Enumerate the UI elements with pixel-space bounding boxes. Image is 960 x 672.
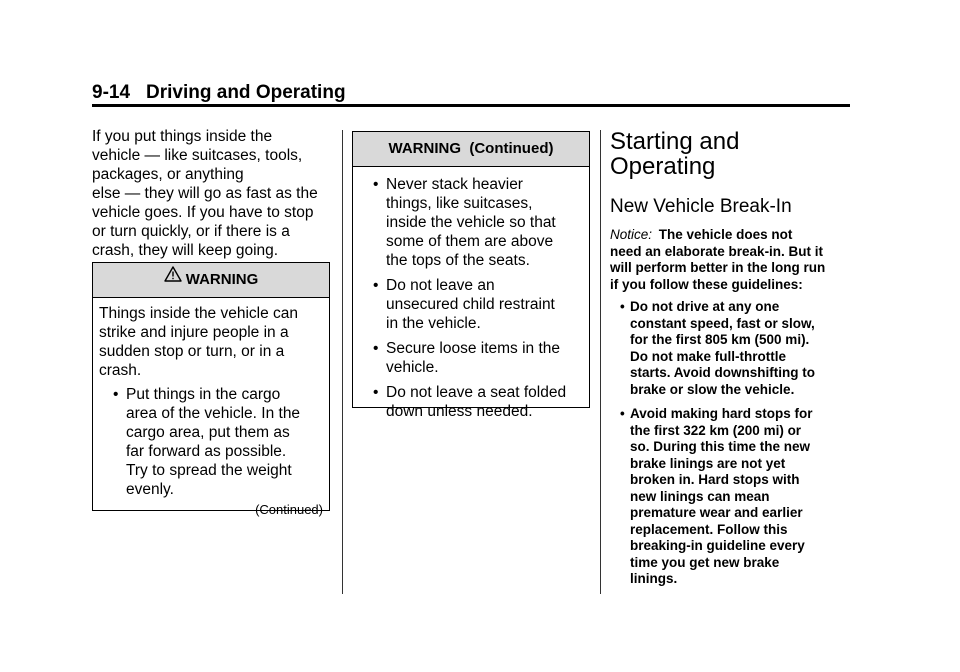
text-line: things, like suitcases, xyxy=(386,195,533,212)
text-line: the first 322 km (200 mi) or xyxy=(630,422,802,438)
text-line: if you follow these guidelines: xyxy=(610,276,803,292)
bullet-dot: • xyxy=(373,176,379,193)
warning-text xyxy=(99,304,323,380)
text-line: Avoid making hard stops for xyxy=(630,406,813,421)
text-line: vehicle goes. If you have to stop xyxy=(92,204,314,221)
intro-paragraph xyxy=(92,127,332,260)
text-line: sudden stop or turn, or in a xyxy=(99,343,285,360)
warning-bullet xyxy=(99,385,323,499)
text-line: in the vehicle. xyxy=(386,315,481,332)
text-line: far forward as possible. xyxy=(126,443,287,460)
column-3 xyxy=(610,129,855,588)
section-title xyxy=(610,129,855,179)
text-line: Do not leave an xyxy=(386,277,495,294)
text-line: vehicle — like suitcases, tools, xyxy=(92,147,303,164)
warning-title: WARNING xyxy=(185,271,259,288)
guideline-bullet xyxy=(610,406,855,588)
notice-line: The vehicle does not xyxy=(658,227,793,242)
header-rule xyxy=(92,104,850,107)
warning-continued-header xyxy=(353,132,589,167)
bullet-dot: • xyxy=(373,384,379,401)
column-1 xyxy=(92,127,332,260)
warning-box xyxy=(92,262,330,517)
text-line: broken in. Hard stops with xyxy=(630,472,800,487)
bullet-dot: • xyxy=(373,340,379,357)
text-line: unsecured child restraint xyxy=(386,296,555,313)
warning-bullet xyxy=(359,276,583,333)
text-line: cargo area, put them as xyxy=(126,424,290,441)
column-divider-1 xyxy=(342,130,343,594)
warning-bullet xyxy=(359,175,583,270)
warning-bullet xyxy=(359,339,583,377)
chapter-title: Driving and Operating xyxy=(146,82,346,103)
text-line: Do not leave a seat folded xyxy=(386,384,567,401)
warning-bullet xyxy=(359,383,583,421)
title-line: Starting and xyxy=(610,128,740,155)
text-line: Try to spread the weight xyxy=(126,462,292,479)
text-line: the tops of the seats. xyxy=(386,252,530,269)
text-line: Secure loose items in the xyxy=(386,340,561,357)
page-number: 9-14 xyxy=(92,82,131,103)
text-line: Do not make full-throttle xyxy=(630,348,786,364)
column-divider-2 xyxy=(600,130,601,594)
warning-continued-body xyxy=(353,167,589,421)
text-line: or turn quickly, or if there is a xyxy=(92,223,290,240)
warning-header xyxy=(93,263,329,298)
text-line: brake linings are not yet xyxy=(630,455,786,471)
text-line: evenly. xyxy=(126,481,174,498)
warning-continued-title: WARNING (Continued) xyxy=(388,140,554,157)
text-line: new linings can mean xyxy=(630,488,770,504)
text-line: crash, they will keep going. xyxy=(92,242,279,259)
text-line: brake or slow the vehicle. xyxy=(630,381,795,397)
text-line: packages, or anything xyxy=(92,166,244,183)
text-line: Things inside the vehicle can xyxy=(99,305,299,322)
warning-triangle-icon xyxy=(164,261,182,295)
text-line: premature wear and earlier xyxy=(630,505,803,520)
text-line: starts. Avoid downshifting to xyxy=(630,365,815,380)
text-line: so. During this time the new xyxy=(630,439,811,454)
text-line: need an elaborate break-in. But it xyxy=(610,243,824,259)
text-line: for the first 805 km (500 mi). xyxy=(630,332,810,347)
text-line: inside the vehicle so that xyxy=(386,214,556,231)
text-line: replacement. Follow this xyxy=(630,521,788,537)
text-line: constant speed, fast or slow, xyxy=(630,315,815,331)
warning-body xyxy=(93,298,329,518)
text-line: If you put things inside the xyxy=(92,128,273,145)
subsection-title: New Vehicle Break-In xyxy=(610,196,792,217)
page-header xyxy=(92,81,346,105)
text-line: area of the vehicle. In the xyxy=(126,405,301,422)
text-line: Never stack heavier xyxy=(386,176,523,193)
text-line xyxy=(610,227,855,244)
bullet-dot: • xyxy=(620,406,625,421)
text-line: crash. xyxy=(99,362,142,379)
continued-label: (Continued) xyxy=(255,502,323,517)
text-line: will perform better in the long run xyxy=(610,260,826,275)
text-line: Put things in the cargo xyxy=(126,386,281,403)
text-line: some of them are above xyxy=(386,233,554,250)
text-line: strike and injure people in a xyxy=(99,324,289,341)
text-line: vehicle. xyxy=(386,359,439,376)
warning-continued-box xyxy=(352,131,590,420)
text-line: time you get new brake xyxy=(630,554,780,570)
notice-label: Notice: xyxy=(610,227,653,242)
text-line: down unless needed. xyxy=(386,403,533,420)
bullet-dot: • xyxy=(113,386,119,403)
bullet-dot: • xyxy=(373,277,379,294)
text-line: linings. xyxy=(630,571,678,586)
bullet-dot: • xyxy=(620,299,625,314)
notice-paragraph xyxy=(610,227,855,293)
title-line: Operating xyxy=(610,153,716,180)
text-line: Do not drive at any one xyxy=(630,299,780,314)
guideline-bullet xyxy=(610,299,855,398)
text-line: else — they will go as fast as the xyxy=(92,185,318,202)
text-line: breaking-in guideline every xyxy=(630,538,805,553)
